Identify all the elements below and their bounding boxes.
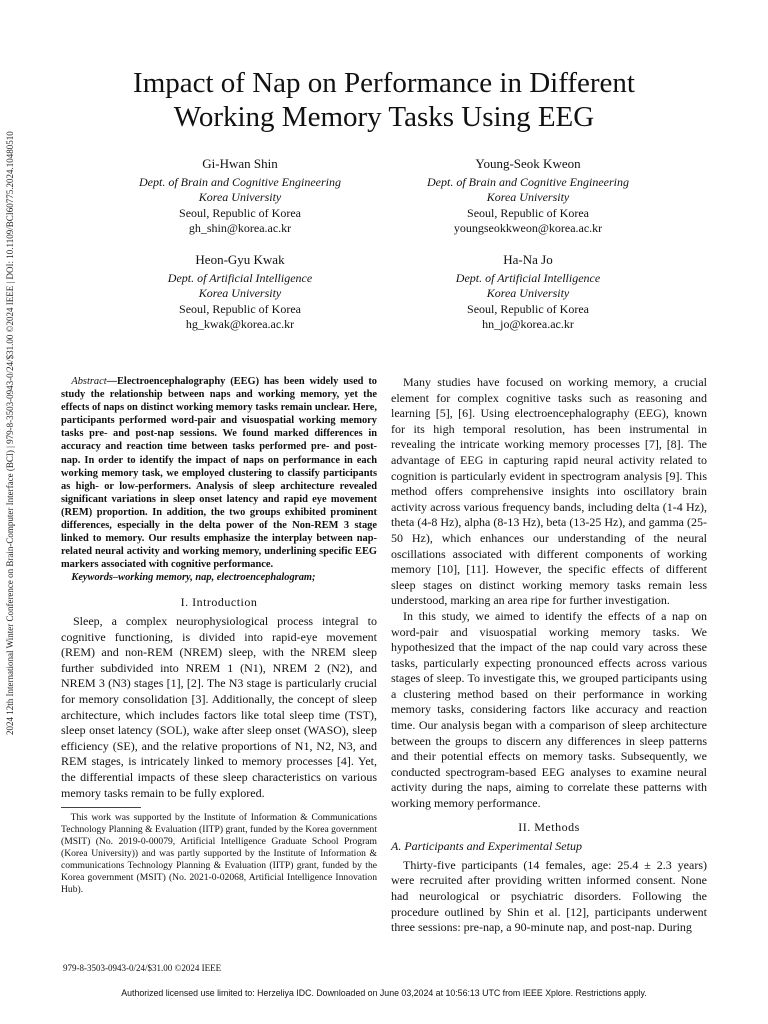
abstract [61,375,377,571]
intro-paragraph-3: In this study, we aimed to identify the effects of a nap on word-pair and visuospatial working memory tasks. We hypothesized that the impact of the nap could vary across these tasks, particularly expecting pronounced effects across various stages of sleep. To investigate this, we grouped participants using a clustering method based on their performance in working memory tasks, considering factors like accuracy and reaction time. Our analysis began with a comparison of sleep architecture between the groups to discern any differences in sleep patterns and their potential effects on memory tasks. Subsequently, we conducted spectrogram-based EEG analyses to examine neural activity during the naps, aiming to correlate these patterns with working memory performance. [391,608,707,811]
author-email: gh_shin@korea.ac.kr [188,221,292,235]
author-location: Seoul, Republic of Korea [467,301,589,316]
funding-footnote: This work was supported by the Institute of Information & Communications Technology Planning & Evaluation (IITP) grant, funded by the Korea government (MSIT) (No. 2019-0-00079, Artificial Intelligence Graduate School Program (Korea University)) and was partly supported by the Institute of Information & communications Technology Planning & Evaluation (IITP) grant, funded by the Korea government (MSIT) (No. 2021-0-02068, Artificial Intelligence Innovation Hub). [61,812,377,896]
author-dept: Dept. of Brain and Cognitive Engineering [139,174,341,189]
author-email: hn_jo@korea.ac.kr [482,317,574,331]
author-dept: Dept. of Brain and Cognitive Engineering [427,174,629,189]
footnote-divider [61,807,141,808]
author-univ: Korea University [198,286,282,300]
author-univ: Korea University [198,190,282,204]
left-column [61,375,377,896]
section-heading-introduction: I. Introduction [180,594,258,609]
copyright-notice: 979-8-3503-0943-0/24/$31.00 ©2024 IEEE [63,963,222,973]
title-line-2: Working Memory Tasks Using EEG [173,101,595,133]
author-location: Seoul, Republic of Korea [179,301,301,316]
abstract-text: —Electroencephalography (EEG) has been widely used to study the relationship between naps and working memory, yet the effects of naps on distinct working memory tasks remain unclear. Here, participants performed word-pair and visuospatial working memory tasks pre- and post-nap sessions. We found marked differences in accuracy and reaction time between tasks performed pre- and post-nap. In order to identify the impact of naps on performance in each working memory task, we employed clustering to classify participants as high- or low-performers. Analysis of sleep architecture revealed significant variations in sleep onset latency and rapid eye movement (REM) proportion. In addition, the two groups exhibited prominent differences, especially in the delta power of the Non-REM 3 stage linked to memory. Our results emphasize the interplay between nap-related neural activity and working memory, underlining specific EEG markers associated with cognitive performance. [61,376,377,571]
author-location: Seoul, Republic of Korea [179,205,301,220]
side-doi-text: 2024 12th International Winter Conference on Brain-Computer Interface (BCI) | 979-8-3503-0943-0/24/$31.00 ©2024 IEEE | DOI: 10.1109/BCI60775.2024.10480510 [5,131,15,735]
title-line-1: Impact of Nap on Performance in Different [133,67,635,99]
author-block-3 [110,252,370,333]
intro-paragraph: Sleep, a complex neurophysiological process integral to cognitive functioning, is divided into rapid-eye movement (REM) and non-REM (NREM) sleep, with the NREM sleep further subdivided into NREM 1 (N1), NREM 2 (N2), and NREM 3 (N3) stages [1], [2]. The N3 stage is particularly crucial for memory consolidation [3]. Additionally, the concept of sleep architecture, which includes factors like total sleep time (TST), sleep onset latency (SOL), wake after sleep onset (WASO), sleep efficiency (SE), and the relative proportions of N1, N2, N3, and REM stages, is intricately linked to memory processes [4]. Yet, the differential impacts of these sleep characteristics on various memory tasks remain to be fully explored. [61,614,377,800]
keywords: Keywords–working memory, nap, electroencephalogram; [71,572,316,584]
subsection-heading-participants: A. Participants and Experimental Setup [391,839,582,854]
author-location: Seoul, Republic of Korea [467,205,589,220]
author-dept: Dept. of Artificial Intelligence [455,270,601,285]
author-block-2 [398,156,658,237]
author-univ: Korea University [486,286,570,300]
author-univ: Korea University [486,190,570,204]
right-column [391,375,707,936]
author-block-1 [110,156,370,237]
paper-title [60,66,708,134]
author-dept: Dept. of Artificial Intelligence [167,270,313,285]
author-name: Ha-Na Jo [503,252,553,267]
methods-paragraph: Thirty-five participants (14 females, age: 25.4 ± 2.3 years) were recruited after providing written informed consent. None had neurological or psychiatric disorders. Following the procedure outlined by Shin et al. [12], participants underwent three sessions: pre-nap, a 90-minute nap, and post-nap. During [391,857,707,935]
abstract-label: Abstract [71,376,107,387]
author-name: Heon-Gyu Kwak [195,252,285,267]
author-name: Young-Seok Kweon [475,156,581,171]
author-email: youngseokkweon@korea.ac.kr [453,221,603,235]
author-email: hg_kwak@korea.ac.kr [185,317,295,331]
license-notice: Authorized licensed use limited to: Herzeliya IDC. Downloaded on June 03,2024 at 10:56:13 UTC from IEEE Xplore. Restrictions apply. [121,988,647,998]
intro-paragraph-2: Many studies have focused on working memory, a crucial element for complex cognitive tasks such as reasoning and learning [5], [6]. Using electroencephalography (EEG), known for its high temporal resolution, has been instrumental in revealing the intricate working memory processes [7], [8]. The advantage of EEG in capturing rapid neural activity related to cognition is particularly evident in spectrogram analysis [9]. This method offers comprehensive insights into oscillatory brain activity across various frequency bands, including delta (1-4 Hz), theta (4-8 Hz), alpha (8-13 Hz), beta (13-25 Hz), and gamma (25-50 Hz), which enhances our understanding of the neural oscillations associated with different components of working memory [10], [11]. However, the specific effects of different sleep stages on distinct working memory tasks remain less understood, marking an area ripe for further investigation. [391,375,707,608]
author-block-4 [398,252,658,333]
author-name: Gi-Hwan Shin [202,156,278,171]
section-heading-methods: II. Methods [518,819,580,834]
